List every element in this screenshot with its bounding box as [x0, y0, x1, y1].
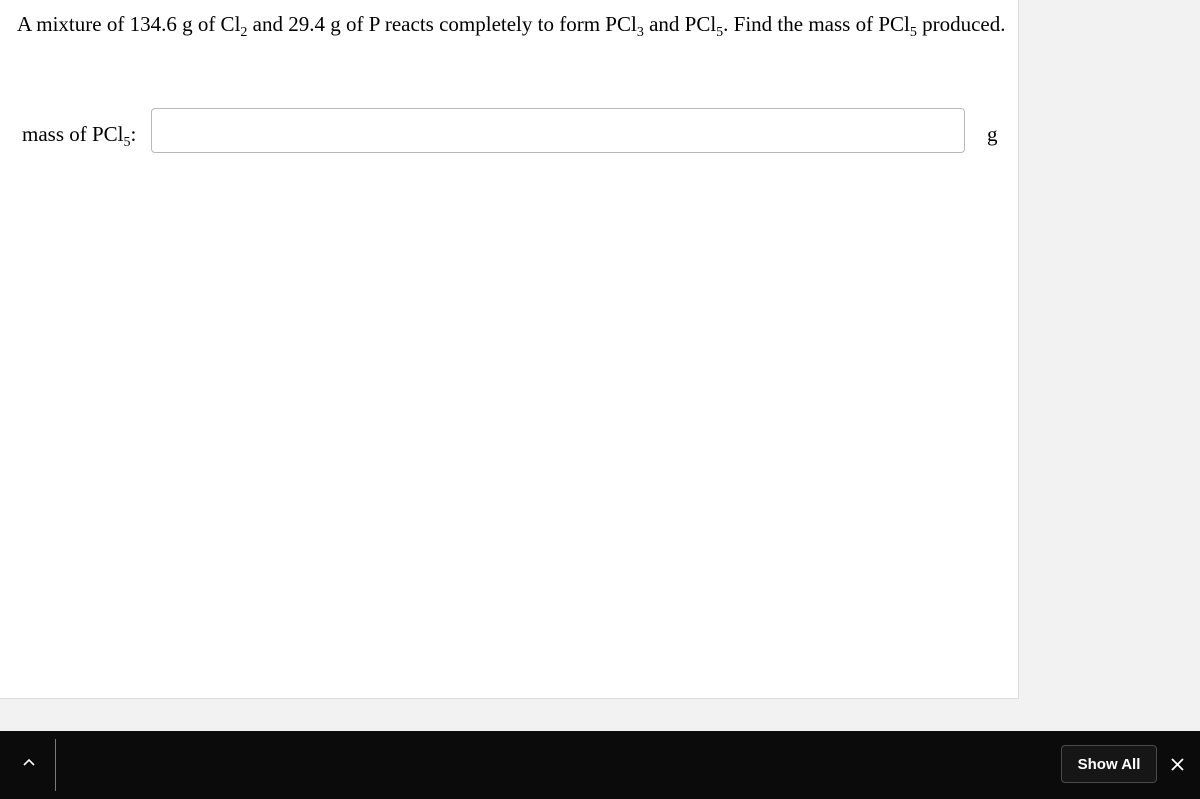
question-text: A mixture of 134.6 g of $Cl_2$ and 29.4 g of P reacts completely to form PCl$_3$ and PCl$_5$. Find the mass of PCl$_5$ produced. [17, 12, 1006, 40]
download-bar [0, 731, 1200, 799]
answer-label: mass of PCl$_5$: [22, 122, 137, 150]
divider [55, 739, 56, 791]
chevron-up-icon[interactable] [20, 753, 38, 771]
close-icon[interactable] [1168, 755, 1186, 773]
unit-label: g [987, 122, 998, 146]
show-all-button[interactable]: Show All [1061, 745, 1157, 783]
answer-input[interactable] [151, 108, 965, 153]
